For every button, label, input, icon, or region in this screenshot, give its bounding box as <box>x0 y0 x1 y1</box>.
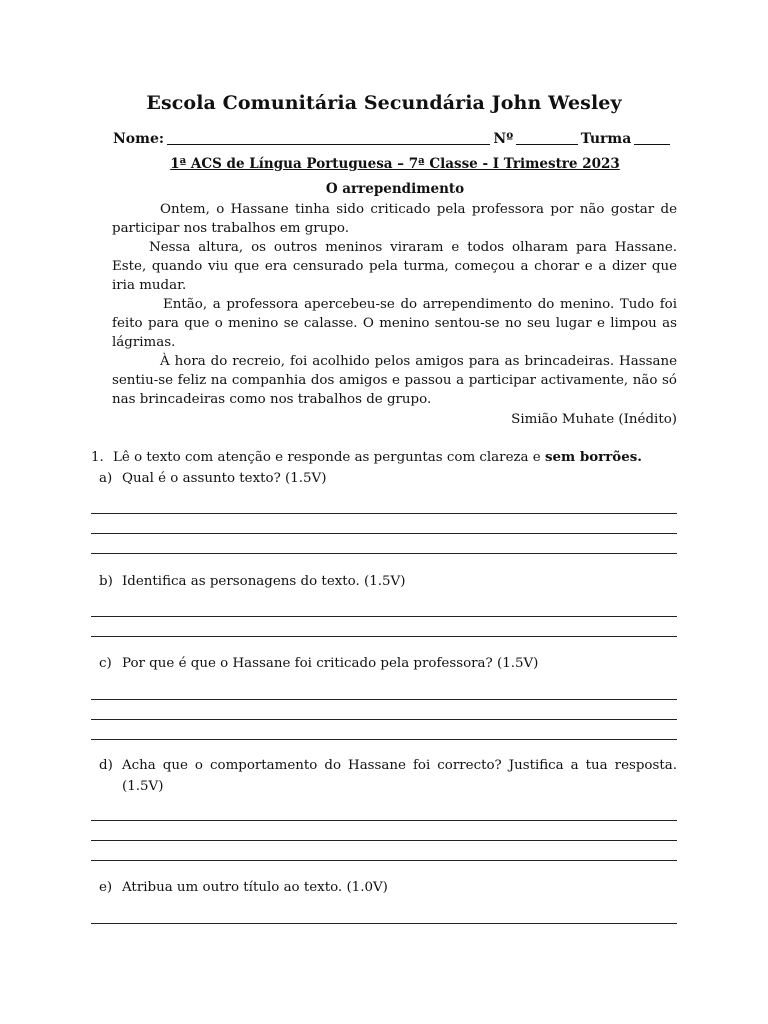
name-label: Nome: <box>113 131 165 147</box>
answer-line[interactable] <box>91 739 677 740</box>
question-e <box>99 877 677 898</box>
reading-text <box>112 200 677 429</box>
answer-line[interactable] <box>91 553 677 554</box>
reading-paragraph: À hora do recreio, foi acolhido pelos amigos para as brincadeiras. Hassane sentiu-se feliz na companhia dos amigos e passou a participar activamente, não só nas brincadeiras como nos trabalhos de grupo. <box>112 354 677 407</box>
question-letter: d) <box>99 758 113 773</box>
answer-line[interactable] <box>91 699 677 700</box>
question-text: Identifica as personagens do texto. (1.5V) <box>122 574 406 589</box>
answer-line[interactable] <box>91 616 677 617</box>
question-text: Atribua um outro título ao texto. (1.0V) <box>122 880 388 895</box>
question-letter: a) <box>99 471 113 486</box>
reading-title: O arrependimento <box>325 181 465 197</box>
instruction-emphasis: sem borrões. <box>544 449 642 465</box>
test-title: 1ª ACS de Língua Portuguesa – 7ª Classe - I Trimestre 2023 <box>170 156 620 172</box>
school-title: Escola Comunitária Secundária John Wesley <box>146 92 622 114</box>
question-letter: c) <box>99 656 112 671</box>
question-text: Por que é que o Hassane foi criticado pela professora? (1.5V) <box>122 656 539 671</box>
question-a <box>99 468 677 489</box>
question-letter: e) <box>99 880 113 895</box>
answer-line[interactable] <box>91 719 677 720</box>
class-field[interactable] <box>634 130 670 145</box>
answer-line[interactable] <box>91 513 677 514</box>
answer-line[interactable] <box>91 860 677 861</box>
number-field[interactable] <box>516 130 578 145</box>
question-b <box>99 571 677 592</box>
reading-paragraph: Ontem, o Hassane tinha sido criticado pela professora por não gostar de participar nos trabalhos em grupo. <box>112 202 677 236</box>
answer-line[interactable] <box>91 533 677 534</box>
question-d <box>99 755 677 797</box>
instruction-text: Lê o texto com atenção e responde as perguntas com clareza e <box>113 450 545 465</box>
answer-line[interactable] <box>91 923 677 924</box>
question-letter: b) <box>99 574 113 589</box>
number-label: Nº <box>493 131 514 147</box>
reading-paragraph: Então, a professora apercebeu-se do arrependimento do menino. Tudo foi feito para que o menino se calasse. O menino sentou-se no seu lugar e limpou as lágrimas. <box>112 297 677 350</box>
answer-line[interactable] <box>91 820 677 821</box>
question-text: Qual é o assunto texto? (1.5V) <box>122 471 327 486</box>
instruction <box>91 449 681 465</box>
name-field[interactable] <box>167 130 490 145</box>
reading-author: Simião Muhate (Inédito) <box>511 412 677 427</box>
question-text: Acha que o comportamento do Hassane foi correcto? Justifica a tua resposta. (1.5V) <box>122 758 677 794</box>
student-id-line <box>113 130 673 147</box>
answer-line[interactable] <box>91 636 677 637</box>
question-c <box>99 653 677 674</box>
instruction-number: 1. <box>91 450 104 465</box>
reading-paragraph: Nessa altura, os outros meninos viraram e todos olharam para Hassane. Este, quando viu que era censurado pela turma, começou a chorar e a dizer que iria mudar. <box>112 240 677 293</box>
answer-line[interactable] <box>91 840 677 841</box>
class-label: Turma <box>580 131 632 147</box>
